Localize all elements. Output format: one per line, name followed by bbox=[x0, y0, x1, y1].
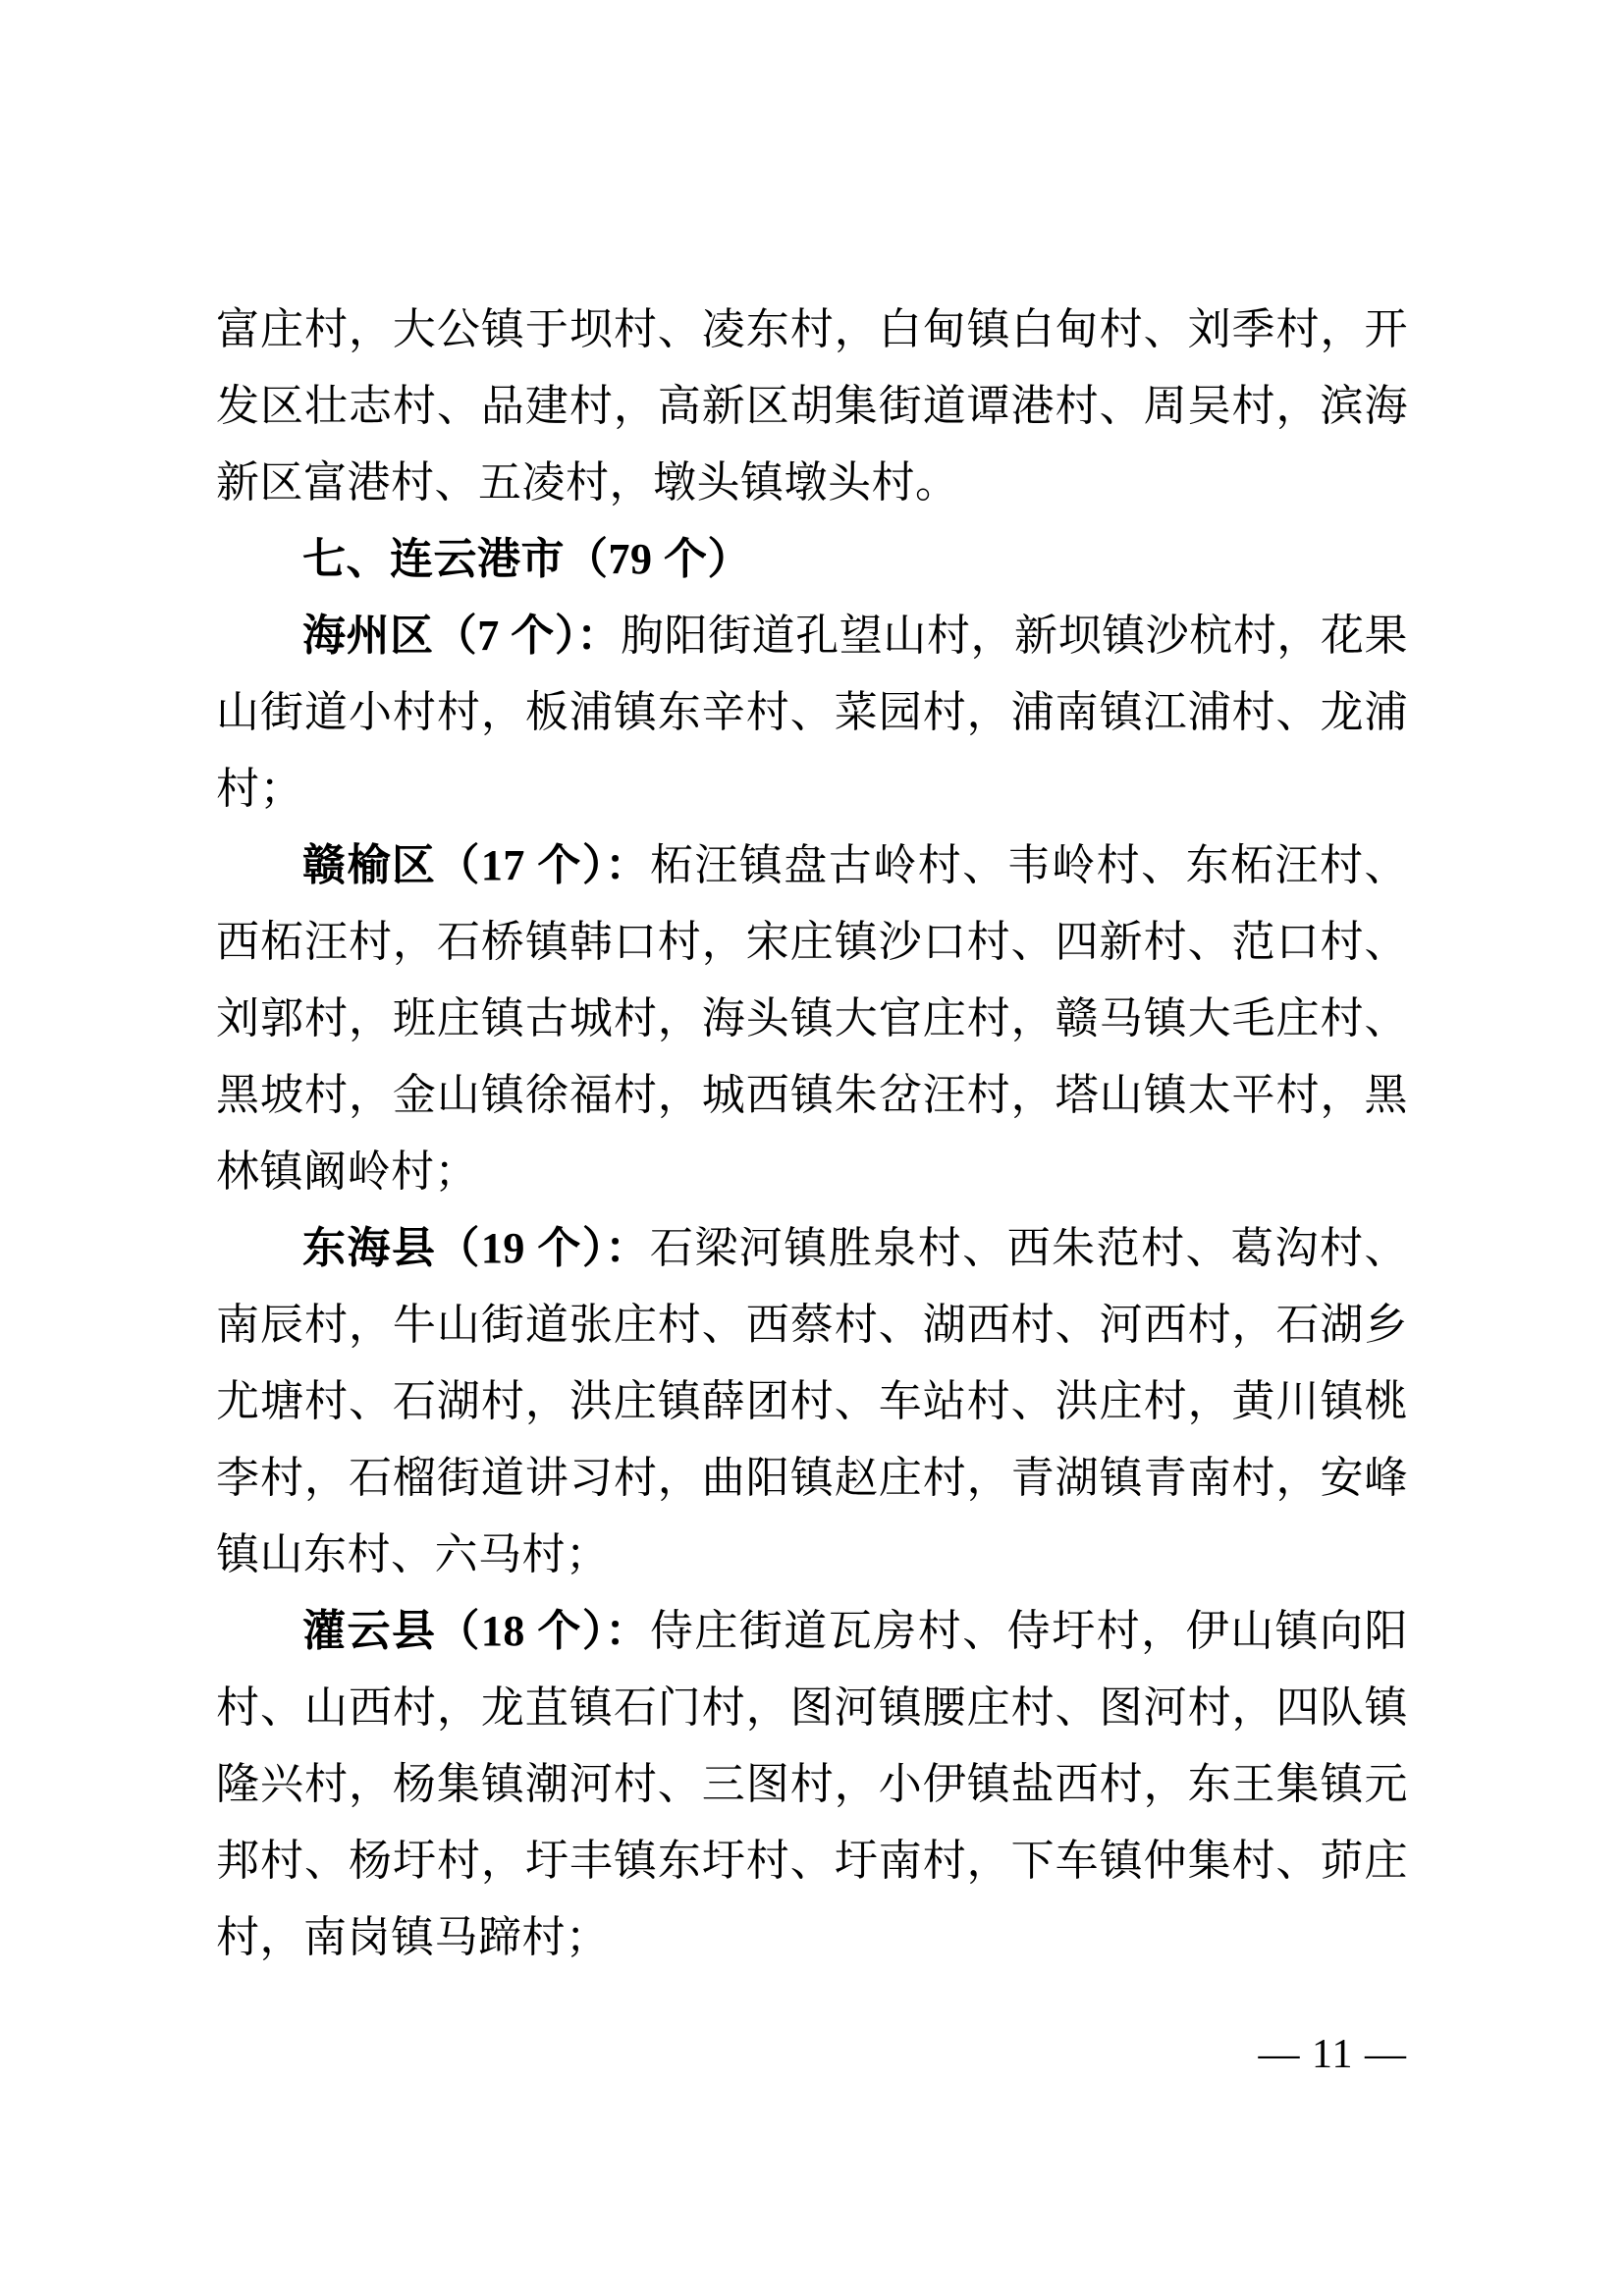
paragraph-text: 石梁河镇胜泉村、西朱范村、葛沟村、南辰村，牛山街道张庄村、西蔡村、湖西村、河西村，石湖乡尤塘村、石湖村，洪庄镇薛团村、车站村、洪庄村，黄川镇桃李村，石榴街道讲习村，曲阳镇赵庄村，青湖镇青南村，安峰镇山东村、六马村； bbox=[216, 1224, 1409, 1578]
paragraph-text: 侍庄街道瓦房村、侍圩村，伊山镇向阳村、山西村，龙苴镇石门村，图河镇腰庄村、图河村，四队镇隆兴村，杨集镇潮河村、三图村，小伊镇盐西村，东王集镇元邦村、杨圩村，圩丰镇东圩村、圩南村，下车镇仲集村、茆庄村，南岗镇马蹄村； bbox=[216, 1607, 1409, 1961]
document-body bbox=[216, 292, 1408, 1976]
section-heading-lianyungang bbox=[216, 521, 1408, 598]
section-heading-text: 七、连云港市（79 个） bbox=[302, 535, 751, 583]
district-lead-guanyun: 灌云县（18 个）： bbox=[302, 1607, 650, 1655]
paragraph-guanyun-county bbox=[216, 1593, 1408, 1976]
paragraph-text: 朐阳街道孔望山村，新坝镇沙杭村，花果山街道小村村，板浦镇东辛村、菜园村，浦南镇江浦村、龙浦村； bbox=[216, 612, 1409, 813]
paragraph-nantong-continuation bbox=[216, 292, 1408, 521]
paragraph-haizhou-district bbox=[216, 598, 1408, 828]
paragraph-donghai-county bbox=[216, 1210, 1408, 1593]
paragraph-ganyu-district bbox=[216, 828, 1408, 1210]
district-lead-ganyu: 赣榆区（17 个）： bbox=[302, 841, 650, 889]
paragraph-text: 柘汪镇盘古岭村、韦岭村、东柘汪村、西柘汪村，石桥镇韩口村，宋庄镇沙口村、四新村、范口村、刘郭村，班庄镇古城村，海头镇大官庄村，赣马镇大毛庄村、黑坡村，金山镇徐福村，城西镇朱岔汪村，塔山镇太平村，黑林镇阚岭村； bbox=[216, 841, 1409, 1196]
district-lead-haizhou: 海州区（7 个）： bbox=[302, 612, 621, 660]
page-number: — 11 — bbox=[1258, 2032, 1407, 2077]
paragraph-text: 富庄村，大公镇于坝村、凌东村，白甸镇白甸村、刘季村，开发区壮志村、品建村，高新区胡集街道谭港村、周吴村，滨海新区富港村、五凌村，墩头镇墩头村。 bbox=[216, 305, 1408, 507]
district-lead-donghai: 东海县（19 个）： bbox=[302, 1224, 650, 1272]
